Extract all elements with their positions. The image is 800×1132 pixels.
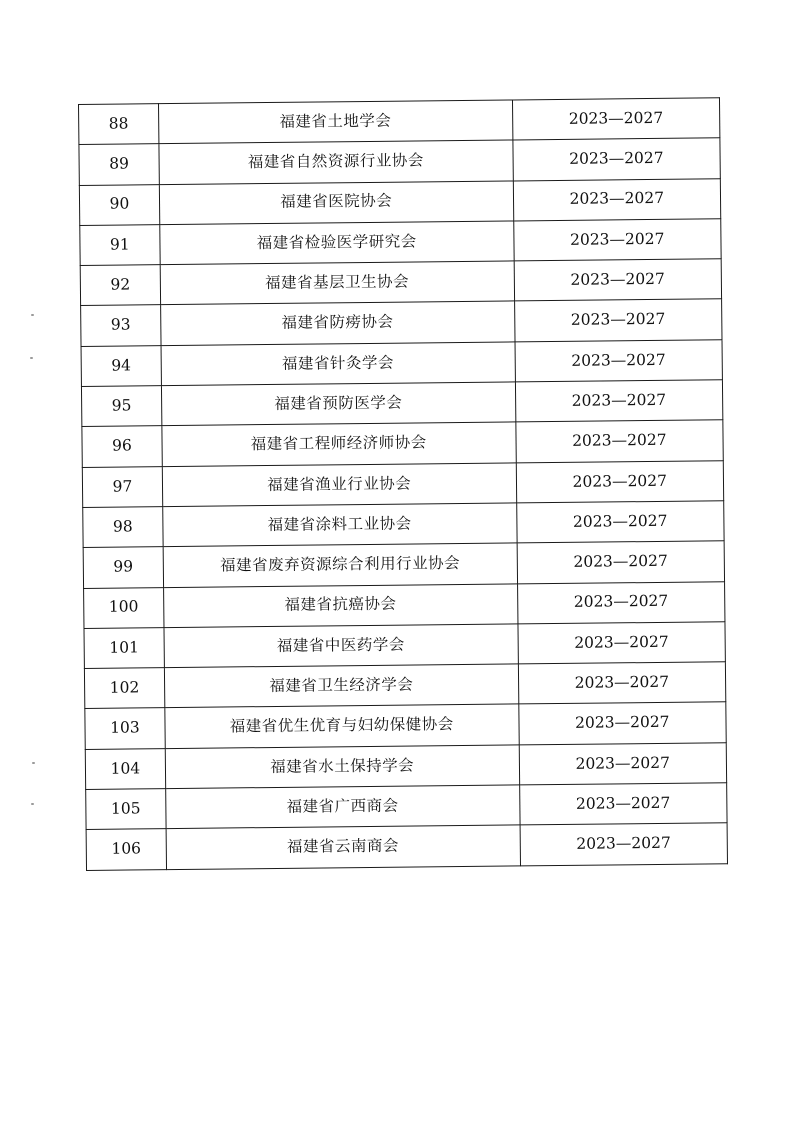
association-name: 福建省抗癌协会: [163, 583, 517, 627]
scan-speck: [31, 803, 34, 805]
row-number: 103: [85, 708, 165, 749]
row-number: 105: [86, 789, 166, 830]
row-number: 102: [84, 668, 164, 709]
association-name: 福建省针灸学会: [161, 342, 515, 386]
table-row: [85, 742, 726, 789]
scan-speck: [31, 314, 34, 316]
association-name: 福建省云南商会: [166, 825, 520, 869]
table-row: [83, 541, 724, 588]
row-number: 90: [79, 184, 159, 225]
row-number: 89: [79, 144, 159, 185]
row-number: 98: [83, 507, 163, 548]
association-name: 福建省预防医学会: [161, 382, 515, 426]
association-name: 福建省渔业行业协会: [162, 463, 516, 507]
table-row: [83, 501, 724, 548]
row-number: 91: [80, 225, 160, 266]
association-name: 福建省中医药学会: [164, 624, 518, 668]
row-number: 93: [81, 305, 161, 346]
row-number: 92: [80, 265, 160, 306]
term-period: 2023—2027: [519, 783, 727, 825]
row-number: 106: [86, 829, 166, 870]
association-name: 福建省防痨协会: [160, 301, 514, 345]
table-row: [81, 380, 722, 427]
term-period: 2023—2027: [515, 340, 723, 382]
row-number: 104: [85, 748, 165, 789]
association-name: 福建省卫生经济学会: [164, 664, 518, 708]
row-number: 101: [84, 627, 164, 668]
term-period: 2023—2027: [518, 662, 726, 704]
term-period: 2023—2027: [514, 259, 722, 301]
association-name: 福建省废弃资源综合利用行业协会: [163, 543, 517, 587]
term-period: 2023—2027: [519, 742, 727, 784]
term-period: 2023—2027: [520, 823, 728, 865]
association-name: 福建省检验医学研究会: [160, 221, 514, 265]
row-number: 99: [83, 547, 163, 588]
table-row: [81, 299, 722, 346]
term-period: 2023—2027: [512, 138, 720, 180]
association-name: 福建省基层卫生协会: [160, 261, 514, 305]
term-period: 2023—2027: [516, 501, 724, 543]
term-period: 2023—2027: [513, 219, 721, 261]
scan-speck: [32, 762, 35, 764]
table-row: [84, 581, 725, 628]
association-name: 福建省涂料工业协会: [163, 503, 517, 547]
association-name: 福建省土地学会: [158, 100, 512, 144]
row-number: 100: [84, 587, 164, 628]
table-row: [82, 420, 723, 467]
table-row: [84, 622, 725, 669]
association-name: 福建省广西商会: [165, 785, 519, 829]
row-number: 96: [82, 426, 162, 467]
association-name: 福建省医院协会: [159, 181, 513, 225]
association-name: 福建省工程师经济师协会: [162, 422, 516, 466]
term-period: 2023—2027: [512, 98, 720, 140]
row-number: 95: [81, 386, 161, 427]
association-name: 福建省优生优育与妇幼保健协会: [165, 704, 519, 748]
table-row: [79, 138, 720, 185]
term-period: 2023—2027: [517, 581, 725, 623]
term-period: 2023—2027: [513, 178, 721, 220]
table-row: [85, 702, 726, 749]
table-row: [80, 219, 721, 266]
term-period: 2023—2027: [518, 622, 726, 664]
term-period: 2023—2027: [515, 420, 723, 462]
table-row: [82, 460, 723, 507]
table-row: [81, 340, 722, 387]
row-number: 94: [81, 345, 161, 386]
term-period: 2023—2027: [517, 541, 725, 583]
table-row: [86, 823, 727, 870]
table-row: [79, 98, 720, 145]
association-table: [78, 97, 728, 870]
table-row: [79, 178, 720, 225]
table-body: [79, 98, 728, 870]
term-period: 2023—2027: [514, 299, 722, 341]
term-period: 2023—2027: [515, 380, 723, 422]
table-row: [80, 259, 721, 306]
scan-speck: [30, 357, 33, 359]
association-name: 福建省水土保持学会: [165, 745, 519, 789]
table-row: [86, 783, 727, 830]
row-number: 97: [82, 466, 162, 507]
term-period: 2023—2027: [518, 702, 726, 744]
table-row: [84, 662, 725, 709]
association-name: 福建省自然资源行业协会: [159, 140, 513, 184]
term-period: 2023—2027: [516, 460, 724, 502]
row-number: 88: [79, 104, 159, 145]
